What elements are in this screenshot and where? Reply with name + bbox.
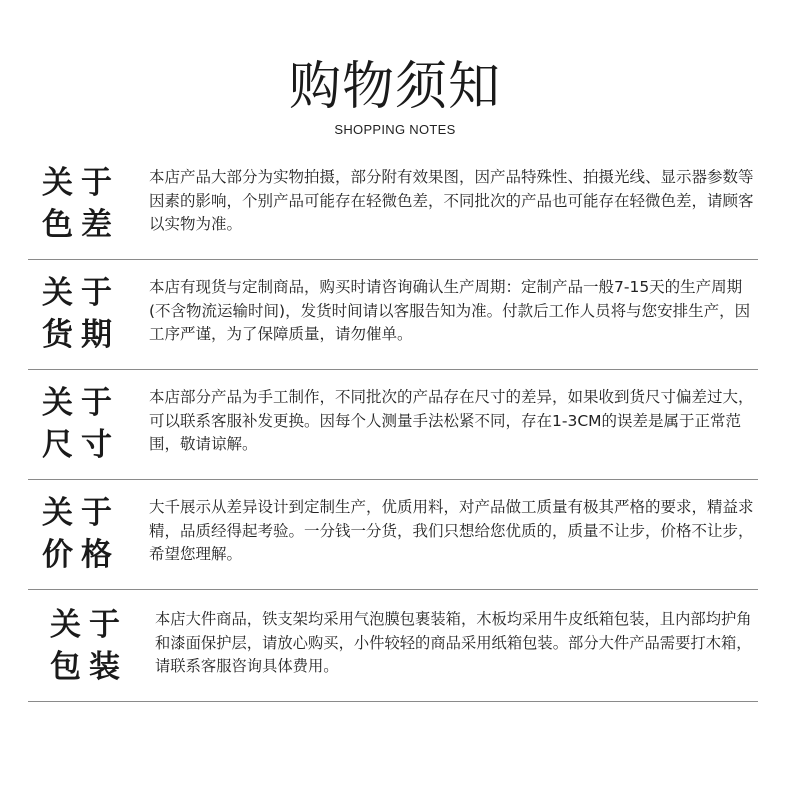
section-label-line1: 关于: [42, 385, 120, 421]
section-label: [42, 492, 122, 576]
section-label-line2: 包装: [50, 649, 128, 685]
section-label-line1: 关于: [42, 495, 120, 531]
page-subtitle: SHOPPING NOTES: [334, 122, 456, 137]
section-divider: [28, 479, 758, 480]
section-price: [28, 482, 758, 590]
section-label-line1: 关于: [42, 275, 120, 311]
section-color-difference: [28, 152, 758, 260]
section-label-line2: 货期: [42, 317, 120, 353]
section-divider: [28, 259, 758, 260]
section-label: [42, 162, 122, 246]
section-label-line2: 色差: [42, 207, 120, 243]
section-label: [50, 604, 130, 688]
section-label: [42, 382, 122, 466]
section-label-line1: 关于: [42, 165, 120, 201]
section-text: 大千展示从差异设计到定制生产，优质用料，对产品做工质量有极其严格的要求，精益求精，品质经得起考验。一分钱一分货，我们只想给您优质的，质量不让步，价格不让步，希望您理解。: [149, 498, 754, 563]
page-title: 购物须知: [288, 57, 501, 117]
section-divider: [28, 701, 758, 702]
section-text: 本店大件商品，铁支架均采用气泡膜包裹装箱，木板均采用牛皮纸箱包装，且内部均护角和漆面保护层，请放心购买，小件较轻的商品采用纸箱包装。部分大件产品需要打木箱，请联系客服咨询具体费用。: [155, 610, 752, 675]
section-text: 本店有现货与定制商品，购买时请咨询确认生产周期：定制产品一般7-15天的生产周期(不含物流运输时间)，发货时间请以客服告知为准。付款后工作人员将与您安排生产，因工序严谨，为了保障质量，请勿催单。: [149, 278, 751, 343]
section-divider: [28, 589, 758, 590]
section-label-line1: 关于: [50, 607, 128, 643]
section-size: [28, 372, 758, 480]
section-text: 本店部分产品为手工制作，不同批次的产品存在尺寸的差异，如果收到货尺寸偏差过大，可以联系客服补发更换。因每个人测量手法松紧不同，存在1-3CM的误差是属于正常范围，敬请谅解。: [149, 388, 754, 453]
section-delivery-time: [28, 262, 758, 370]
section-label-line2: 价格: [42, 537, 120, 573]
section-text: 本店产品大部分为实物拍摄，部分附有效果图，因产品特殊性、拍摄光线、显示器参数等因素的影响，个别产品可能存在轻微色差，不同批次的产品也可能存在轻微色差，请顾客以实物为准。: [149, 168, 754, 233]
section-packaging: [28, 594, 758, 702]
section-divider: [28, 369, 758, 370]
section-label: [42, 272, 122, 356]
section-label-line2: 尺寸: [42, 427, 120, 463]
